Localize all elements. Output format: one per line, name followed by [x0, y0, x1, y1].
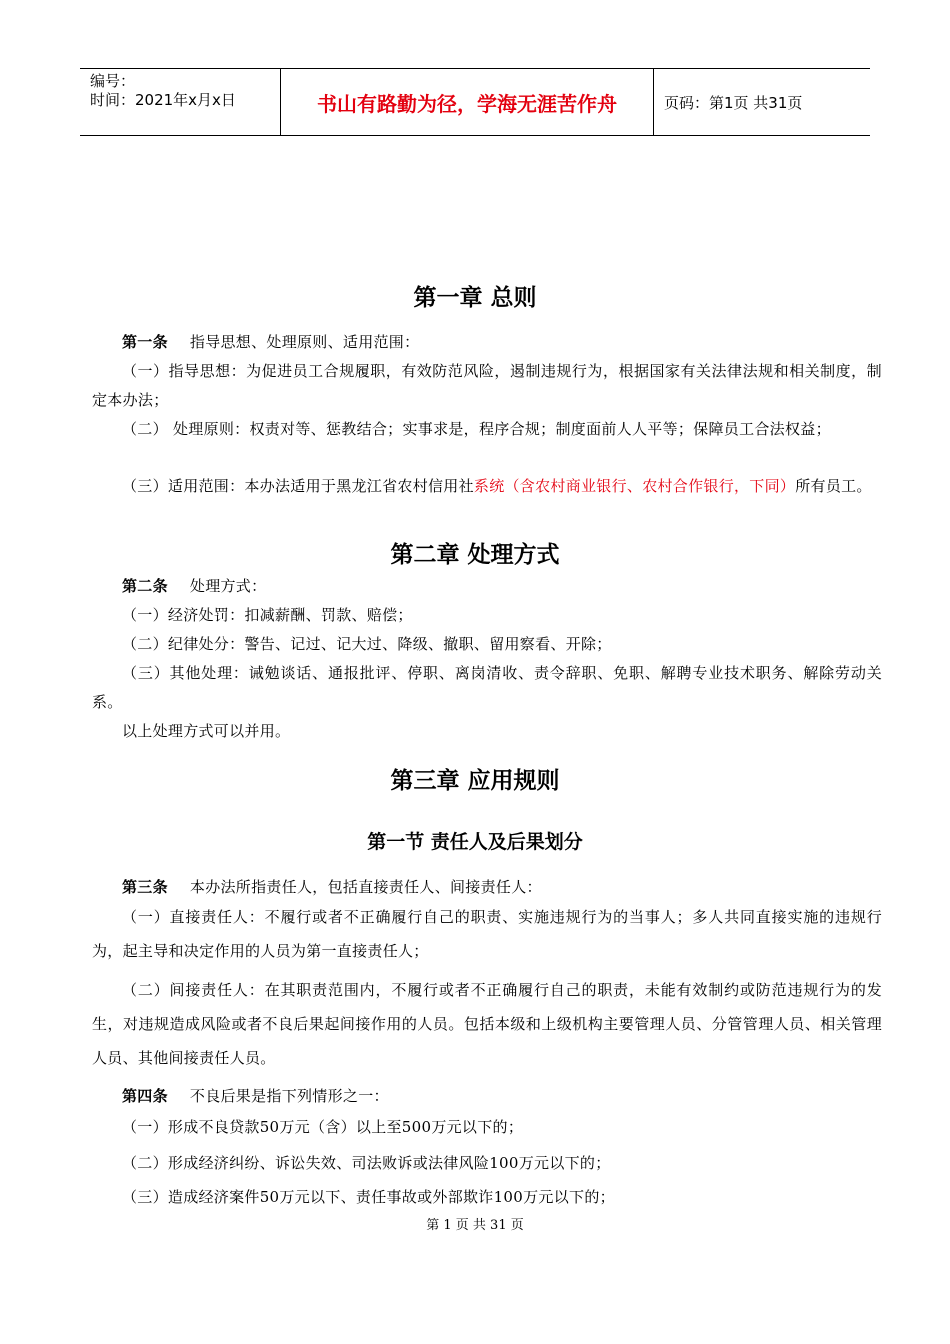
article-4-item-3: （三）造成经济案件50万元以下、责任事故或外部欺诈100万元以下的； [122, 1188, 615, 1206]
article-2-item-2: （二）纪律处分：警告、记过、记大过、降级、撤职、留用察看、开除； [122, 635, 612, 653]
article-4-label: 第四条 [122, 1087, 168, 1105]
article-1-item-3-text-b: 所有员工。 [795, 477, 872, 495]
chapter-2-title: 第二章 处理方式 [390, 542, 560, 568]
article-1-item-1: （一）指导思想：为促进员工合规履职，有效防范风险，遏制违规行为，根据国家有关法律法规和相关制度，制定本办法； [92, 362, 882, 409]
article-2-text: 处理方式： [189, 577, 267, 595]
header-page-info: 页码：第1页 共31页 [664, 93, 803, 112]
article-4-item-1: （一）形成不良贷款50万元（含）以上至500万元以下的； [122, 1118, 524, 1136]
article-3 [92, 872, 882, 902]
header-meta-cell [80, 69, 281, 135]
article-1-item-3-text-a: （三）适用范围：本办法适用于黑龙江省农村信用社 [122, 477, 474, 495]
article-3-item-1: （一）直接责任人：不履行或者不正确履行自己的职责、实施违规行为的当事人；多人共同直接实施的违规行为，起主导和决定作用的人员为第一直接责任人； [92, 908, 882, 960]
article-4-item-2: （二）形成经济纠纷、诉讼失效、司法败诉或法律风险100万元以下的； [122, 1154, 611, 1172]
article-1 [92, 328, 882, 357]
header-motto: 书山有路勤为径，学海无涯苦作舟 [281, 69, 654, 135]
article-4-text: 不良后果是指下列情形之一： [189, 1087, 389, 1105]
article-1-item-3 [92, 472, 882, 501]
article-1-item-2: （二） 处理原则：权责对等、惩教结合；实事求是，程序合规；制度面前人人平等；保障员工合法权益； [122, 420, 831, 438]
section-1-title: 第一节 责任人及后果划分 [367, 831, 583, 853]
article-1-text: 指导思想、处理原则、适用范围： [189, 333, 420, 351]
article-2 [92, 572, 882, 601]
document-date: 时间：2021年x月x日 [90, 91, 236, 109]
chapter-3-title: 第三章 应用规则 [390, 768, 560, 794]
document-number-label: 编号： [90, 72, 136, 90]
article-3-label: 第三条 [122, 878, 168, 896]
chapter-1-title: 第一章 总则 [413, 285, 537, 311]
article-1-item-3-highlight: 系统（含农村商业银行、农村合作银行，下同） [473, 477, 796, 495]
article-2-label: 第二条 [122, 577, 168, 595]
article-3-item-2: （二）间接责任人：在其职责范围内，不履行或者不正确履行自己的职责，未能有效制约或防范违规行为的发生，对违规造成风险或者不良后果起间接作用的人员。包括本级和上级机构主要管理人员、分管管理人员、相关管理人员、其他间接责任人员。 [92, 981, 882, 1067]
page-footer: 第 1 页 共 31 页 [426, 1218, 524, 1233]
article-2-item-3: （三）其他处理：诫勉谈话、通报批评、停职、离岗清收、责令辞职、免职、解聘专业技术职务、解除劳动关系。 [92, 664, 882, 711]
article-4 [92, 1081, 882, 1111]
article-3-text: 本办法所指责任人，包括直接责任人、间接责任人： [189, 878, 542, 896]
article-1-label: 第一条 [122, 333, 168, 351]
article-2-note: 以上处理方式可以并用。 [122, 722, 291, 740]
document-header [80, 68, 870, 136]
article-2-item-1: （一）经济处罚：扣减薪酬、罚款、赔偿； [122, 606, 413, 624]
